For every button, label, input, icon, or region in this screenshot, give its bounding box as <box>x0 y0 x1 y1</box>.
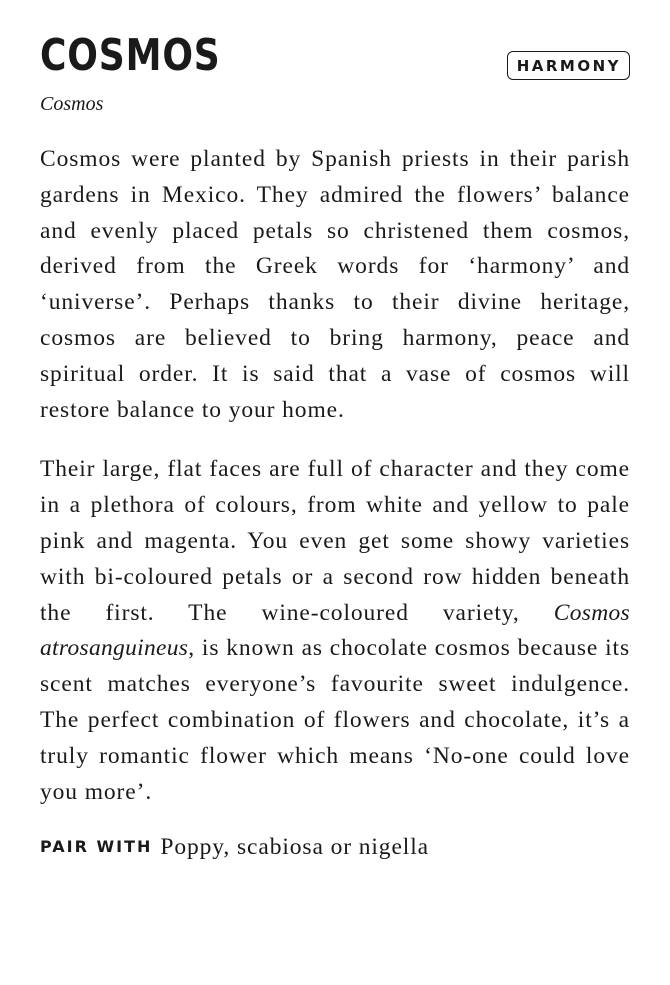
pair-with-value: Poppy, scabiosa or nigella <box>160 834 429 861</box>
species-name: Cosmos atrosanguineus <box>40 599 630 662</box>
pair-with <box>40 834 630 861</box>
meaning-badge: HARMONY <box>507 51 630 80</box>
paragraph-history: Cosmos were planted by Spanish priests in their parish gardens in Mexico. They admired the flowers’ balance and evenly placed petals so christened them cosmos, derived from the Greek words for ‘harmony’ and ‘universe’. Perhaps thanks to their divine heritage, cosmos are believed to bring harmony, peace and spiritual order. It is said that a vase of cosmos will restore balance to your home. <box>40 146 630 423</box>
paragraph-varieties-start: Their large, flat faces are full of character and they come in a plethora of colours, from white and yellow to pale pink and magenta. You even get some showy varieties with bi-coloured petals or a second row hidden beneath the first. The wine-coloured variety, <box>40 456 630 626</box>
paragraph-varieties-end: , is known as chocolate cosmos because its scent matches everyone’s favourite sweet indulgence. The perfect combination of flowers and chocolate, it’s a truly romantic flower which means ‘No-one could love you more’. <box>40 635 630 805</box>
flower-title: COSMOS <box>40 30 221 81</box>
pair-with-label: PAIR WITH <box>40 837 153 857</box>
paragraph-varieties <box>40 452 630 810</box>
entry-header <box>40 32 630 92</box>
flower-entry <box>40 32 630 861</box>
description <box>40 142 630 810</box>
latin-name: Cosmos <box>40 93 104 115</box>
